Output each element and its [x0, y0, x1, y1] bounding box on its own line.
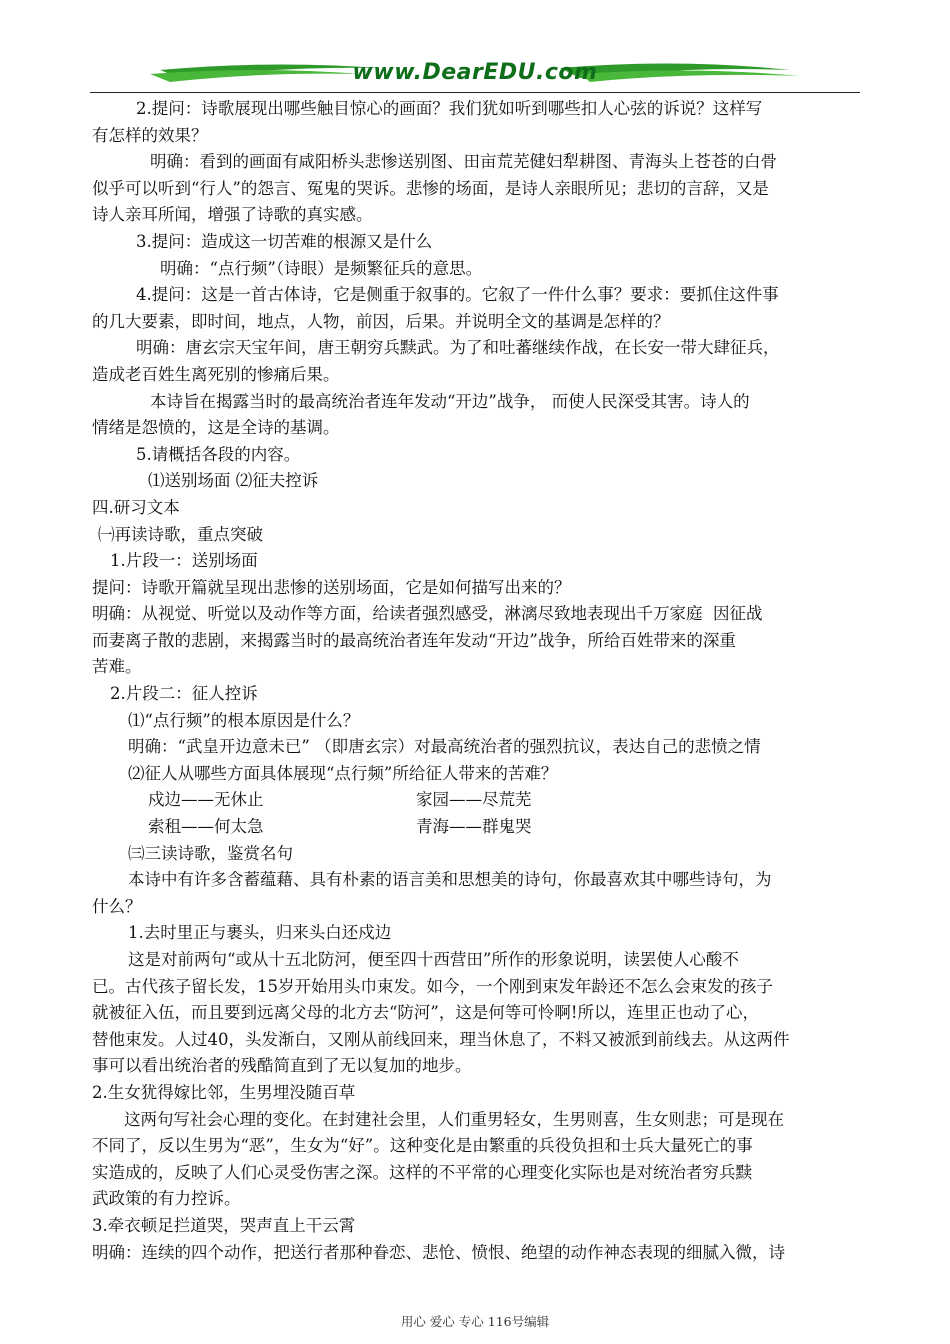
paragraph-line: 造成老百姓生离死别的惨痛后果。 [92, 364, 340, 384]
paragraph-line: ⑴“点行频”的根本原因是什么？ [128, 710, 360, 730]
paragraph-line: 明确：唐玄宗天宝年间，唐王朝穷兵黩武。为了和吐蕃继续作战，在长安一带大肆征兵， [136, 338, 780, 358]
pair-left: 索租——何太急 [148, 817, 264, 837]
paragraph-line: 似乎可以听到“行人”的怨言、冤鬼的哭诉。悲惨的场面，是诗人亲眼所见；悲切的言辞，又是 [92, 178, 769, 198]
paragraph-line: 情绪是怨愤的，这是全诗的基调。 [92, 418, 340, 438]
paragraph-line: 武政策的有力控诉。 [92, 1189, 241, 1209]
paragraph-line: 这两句写社会心理的变化。在封建社会里，人们重男轻女，生男则喜，生女则悲；可是现在 [124, 1109, 784, 1129]
paragraph-line: 不同了，反以生男为“恶”，生女为“好”。这种变化是由繁重的兵役负担和士兵大量死亡的事 [92, 1136, 753, 1156]
paragraph-line: 苦难。 [92, 657, 142, 677]
paragraph-line: 已。古代孩子留长发，15岁开始用头巾束发。如今，一个刚到束发年龄还不怎么会束发的孩子 [92, 976, 773, 996]
document-body [92, 96, 860, 1266]
paragraph-line: 提问：诗歌开篇就呈现出悲惨的送别场面，它是如何描写出来的？ [92, 577, 571, 597]
pair-right: 青海——群鬼哭 [416, 817, 532, 837]
pair-right: 家园——尽荒芜 [416, 790, 532, 810]
paragraph-line: 明确：“点行频”（诗眼）是频繁征兵的意思。 [160, 258, 483, 278]
pair-left: 戍边——无休止 [148, 790, 264, 810]
contrast-pair-row [92, 814, 860, 841]
paragraph-line: 这是对前两句“或从十五北防河，便至四十西营田”所作的形象说明，读罢使人心酸不 [128, 950, 739, 969]
paragraph-line: 明确：从视觉、听觉以及动作等方面，给读者强烈感受，淋漓尽致地表现出千万家庭 因征战 [92, 604, 763, 624]
paragraph-line: 明确：连续的四个动作，把送行者那种眷恋、悲怆、愤恨、绝望的动作神态表现的细腻入微，诗 [92, 1242, 785, 1262]
paragraph-line: ⑴送别场面 ⑵征夫控诉 [148, 471, 319, 491]
paragraph-line: 2.生女犹得嫁比邻，生男埋没随百草 [92, 1082, 356, 1102]
paragraph-line: 4.提问：这是一首古体诗，它是侧重于叙事的。它叙了一件什么事？要求：要抓住这件事 [136, 285, 779, 305]
paragraph-line: 诗人亲耳所闻，增强了诗歌的真实感。 [92, 205, 373, 225]
paragraph-line: 而妻离子散的悲剧，来揭露当时的最高统治者连年发动“开边”战争，所给百姓带来的深重 [92, 630, 736, 650]
paragraph-line: 替他束发。人过40，头发渐白，又刚从前线回来，理当休息了，不料又被派到前线去。从这两件 [92, 1029, 790, 1049]
site-logo-text: www.DearEDU.com [352, 60, 598, 85]
paragraph-line: 明确：看到的画面有咸阳桥头悲惨送别图、田亩荒芜健妇犁耕图、青海头上苍苍的白骨 [150, 152, 777, 172]
paragraph-line: 就被征入伍，而且要到远离父母的北方去“防河”，这是何等可怜啊!所以，连里正也动了心， [92, 1003, 760, 1023]
paragraph-line: 明确：“武皇开边意未已” （即唐玄宗）对最高统治者的强烈抗议，表达自己的悲愤之情 [128, 737, 761, 757]
subsection-heading: ㈢三读诗歌，鉴赏名句 [128, 843, 293, 863]
paragraph-line: 2.片段二：征人控诉 [110, 684, 258, 704]
paragraph-line: 本诗旨在揭露当时的最高统治者连年发动“开边”战争， 而使人民深受其害。诗人的 [150, 391, 750, 411]
paragraph-line: 1.片段一：送别场面 [110, 551, 258, 571]
page-footer: 用心 爱心 专心 116号编辑 [400, 1314, 550, 1329]
paragraph-line: 3.牵衣顿足拦道哭，哭声直上干云霄 [92, 1215, 356, 1235]
header-rule [90, 92, 860, 93]
paragraph-line: 5.请概括各段的内容。 [136, 444, 301, 464]
paragraph-line: 3.提问：造成这一切苦难的根源又是什么 [136, 231, 433, 251]
site-header-banner [90, 58, 860, 92]
paragraph-line: 1.去时里正与裹头，归来头白还戍边 [128, 923, 392, 943]
subsection-heading: ㈠再读诗歌，重点突破 [98, 524, 263, 544]
paragraph-line: ⑵征人从哪些方面具体展现“点行频”所给征人带来的苦难？ [128, 763, 558, 783]
section-heading: 四.研习文本 [92, 497, 180, 517]
paragraph-line: 什么？ [92, 896, 142, 916]
contrast-pair-row [92, 787, 860, 814]
paragraph-line: 有怎样的效果？ [92, 125, 208, 145]
paragraph-line: 2.提问：诗歌展现出哪些触目惊心的画面？我们犹如听到哪些扣人心弦的诉说？这样写 [136, 99, 763, 118]
paragraph-line: 实造成的，反映了人们心灵受伤害之深。这样的不平常的心理变化实际也是对统治者穷兵黩 [92, 1162, 752, 1182]
paragraph-line: 的几大要素，即时间，地点，人物，前因，后果。并说明全文的基调是怎样的？ [92, 311, 670, 331]
paragraph-line: 事可以看出统治者的残酷简直到了无以复加的地步。 [92, 1056, 472, 1076]
paragraph-line: 本诗中有许多含蓄蕴藉、具有朴素的语言美和思想美的诗句，你最喜欢其中哪些诗句，为 [128, 870, 772, 890]
